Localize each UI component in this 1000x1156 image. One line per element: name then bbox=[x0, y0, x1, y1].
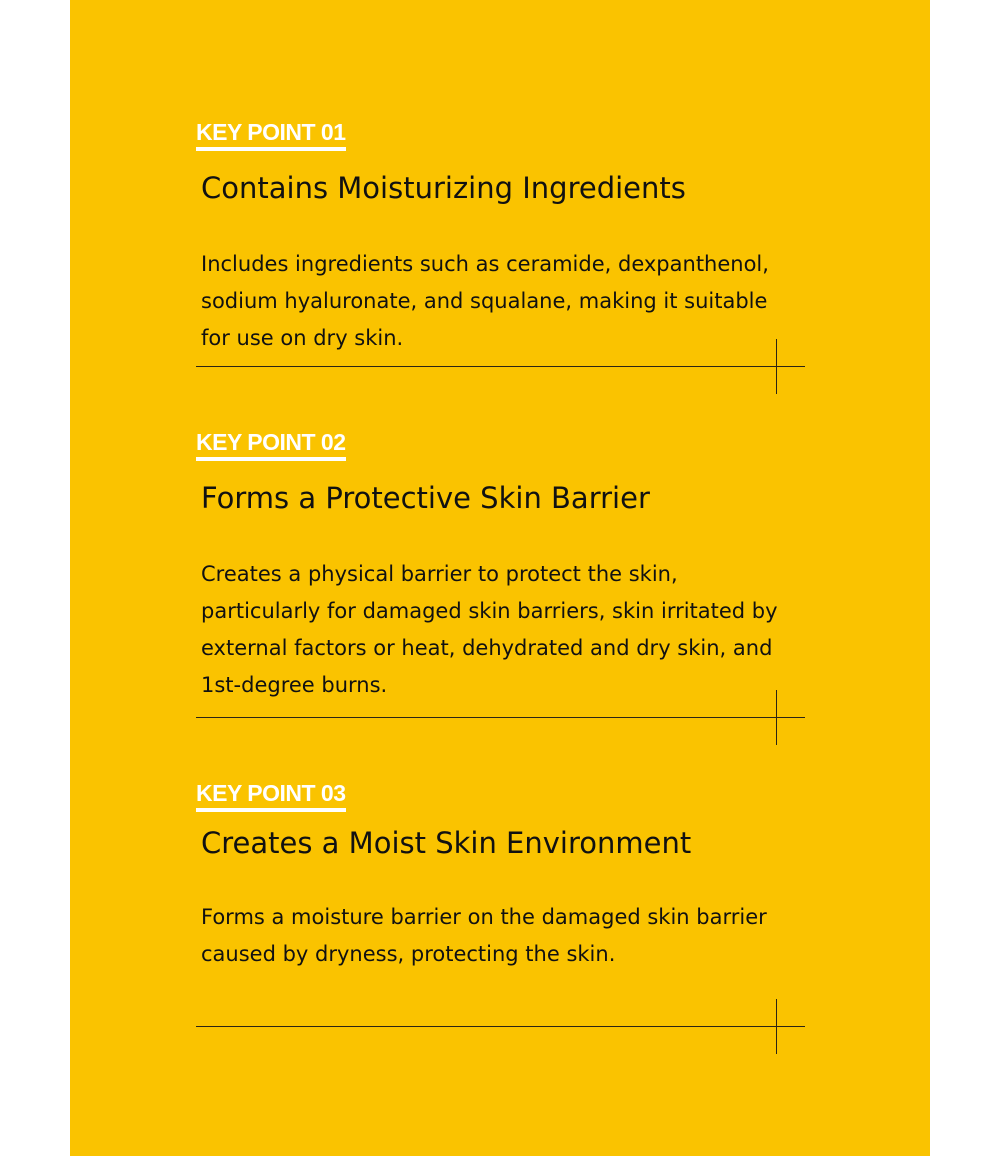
key-point-2 bbox=[196, 428, 836, 708]
key-point-label: KEY POINT 03 bbox=[196, 779, 346, 812]
divider-tick-mark bbox=[776, 690, 777, 745]
key-point-label: KEY POINT 01 bbox=[196, 118, 346, 151]
key-point-title: Creates a Moist Skin Environment bbox=[201, 826, 692, 860]
section-divider bbox=[196, 717, 805, 718]
key-point-description: Forms a moisture barrier on the damaged skin barrier caused by dryness, protecting the skin. bbox=[201, 905, 767, 966]
key-point-label: KEY POINT 02 bbox=[196, 428, 346, 461]
key-point-description: Creates a physical barrier to protect the skin, particularly for damaged skin barriers, skin irritated by external factors or heat, dehydrated and dry skin, and 1st-degree burns. bbox=[201, 562, 778, 697]
divider-tick-mark bbox=[776, 339, 777, 394]
key-point-1 bbox=[196, 118, 836, 358]
section-divider bbox=[196, 1026, 805, 1027]
key-point-title: Forms a Protective Skin Barrier bbox=[201, 481, 650, 515]
key-point-3 bbox=[196, 779, 836, 999]
key-point-description: Includes ingredients such as ceramide, dexpanthenol, sodium hyaluronate, and squalane, making it suitable for use on dry skin. bbox=[201, 252, 769, 350]
section-divider bbox=[196, 366, 805, 367]
divider-tick-mark bbox=[776, 999, 777, 1054]
key-point-title: Contains Moisturizing Ingredients bbox=[201, 171, 686, 205]
